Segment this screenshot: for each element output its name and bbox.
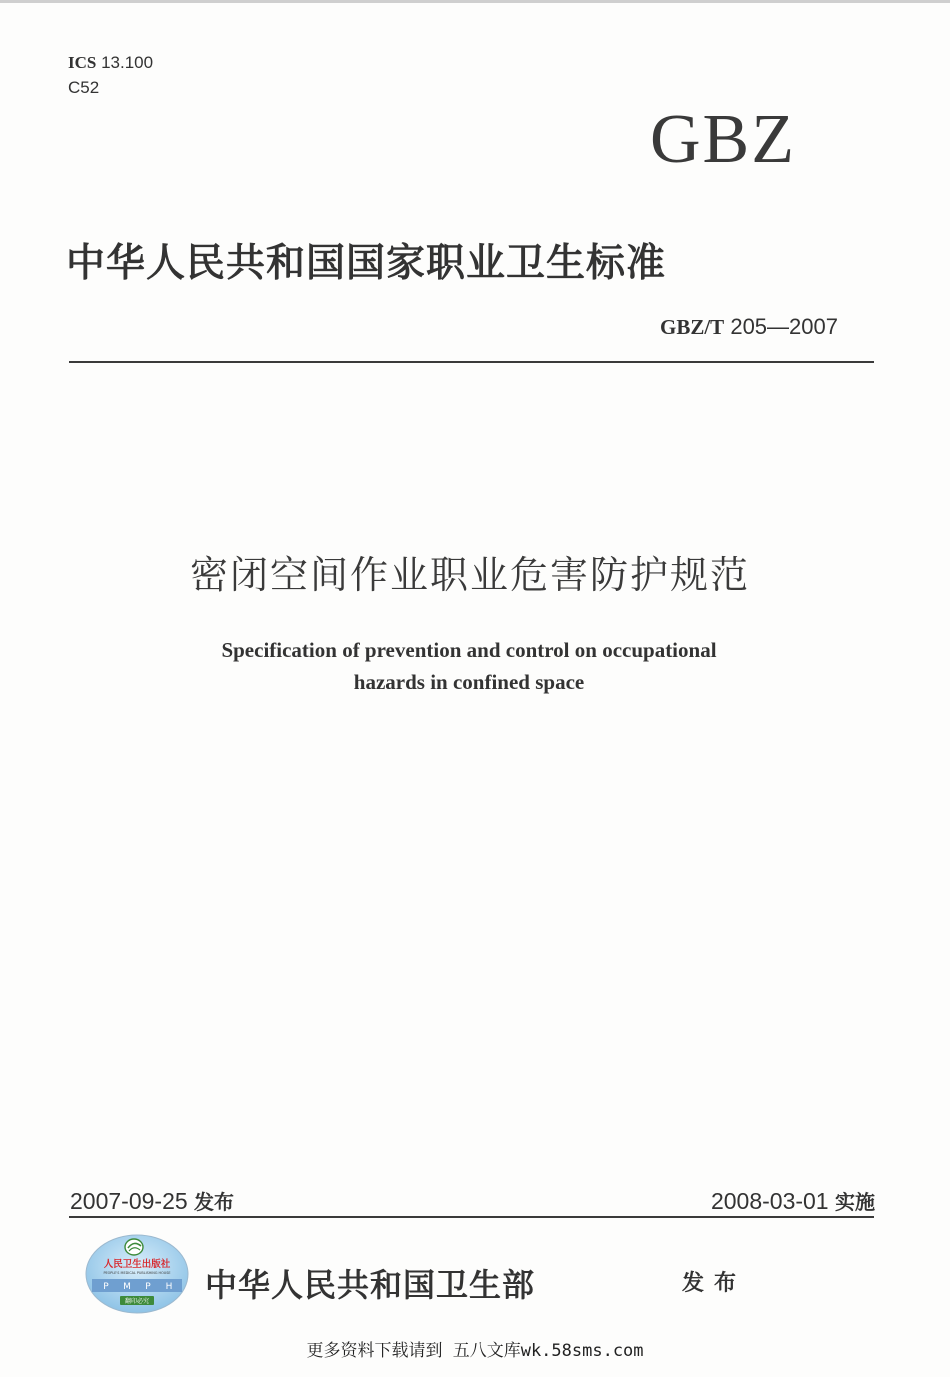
implementation-date-value: 2008-03-01: [710, 1188, 829, 1214]
standard-code: [660, 314, 838, 340]
download-note: 更多资料下载请到 五八文库wk.58sms.com: [306, 1341, 644, 1361]
document-title-cn: 密闭空间作业职业危害防护规范: [189, 553, 750, 597]
standard-code-prefix: GBZ/T: [660, 315, 725, 339]
seal-letter: M: [123, 1282, 131, 1292]
seal-name-en: PEOPLE'S MEDICAL PUBLISHING HOUSE: [103, 1271, 171, 1275]
seal-name-cn: 人民卫生出版社: [103, 1259, 171, 1270]
ics-number: 13.100: [101, 53, 154, 72]
document-title-en: [0, 634, 938, 698]
ics-code: [68, 50, 153, 75]
ics-prefix: ICS: [68, 53, 97, 72]
publisher-seal-logo: [84, 1234, 190, 1316]
implementation-date-label: 实施: [835, 1190, 875, 1214]
seal-letter: P: [145, 1282, 151, 1292]
title-en-line1: Specification of prevention and control on occupational: [221, 638, 717, 662]
issue-date: [70, 1186, 234, 1215]
seal-letter: H: [165, 1282, 173, 1292]
issuing-authority: 中华人民共和国卫生部: [205, 1266, 536, 1304]
standard-code-number: 205—2007: [730, 314, 838, 339]
issue-date-label: 发布: [194, 1190, 235, 1214]
scan-edge: [0, 0, 950, 3]
footer-rule: [69, 1216, 874, 1218]
issuing-action: 发布: [682, 1271, 747, 1296]
seal-tag: 翻印必究: [124, 1298, 150, 1305]
header-rule: [69, 361, 874, 363]
leaf-emblem-icon: [125, 1239, 143, 1255]
implementation-date: [711, 1186, 875, 1215]
issue-date-value: 2007-09-25: [70, 1188, 188, 1214]
ccs-code: C52: [68, 78, 100, 97]
classification-codes: [68, 50, 153, 100]
standard-title: 中华人民共和国国家职业卫生标准: [66, 240, 667, 286]
seal-letter: P: [103, 1282, 109, 1292]
gbz-logo: GBZ: [650, 101, 796, 178]
title-en-line2: hazards in confined space: [353, 670, 585, 694]
